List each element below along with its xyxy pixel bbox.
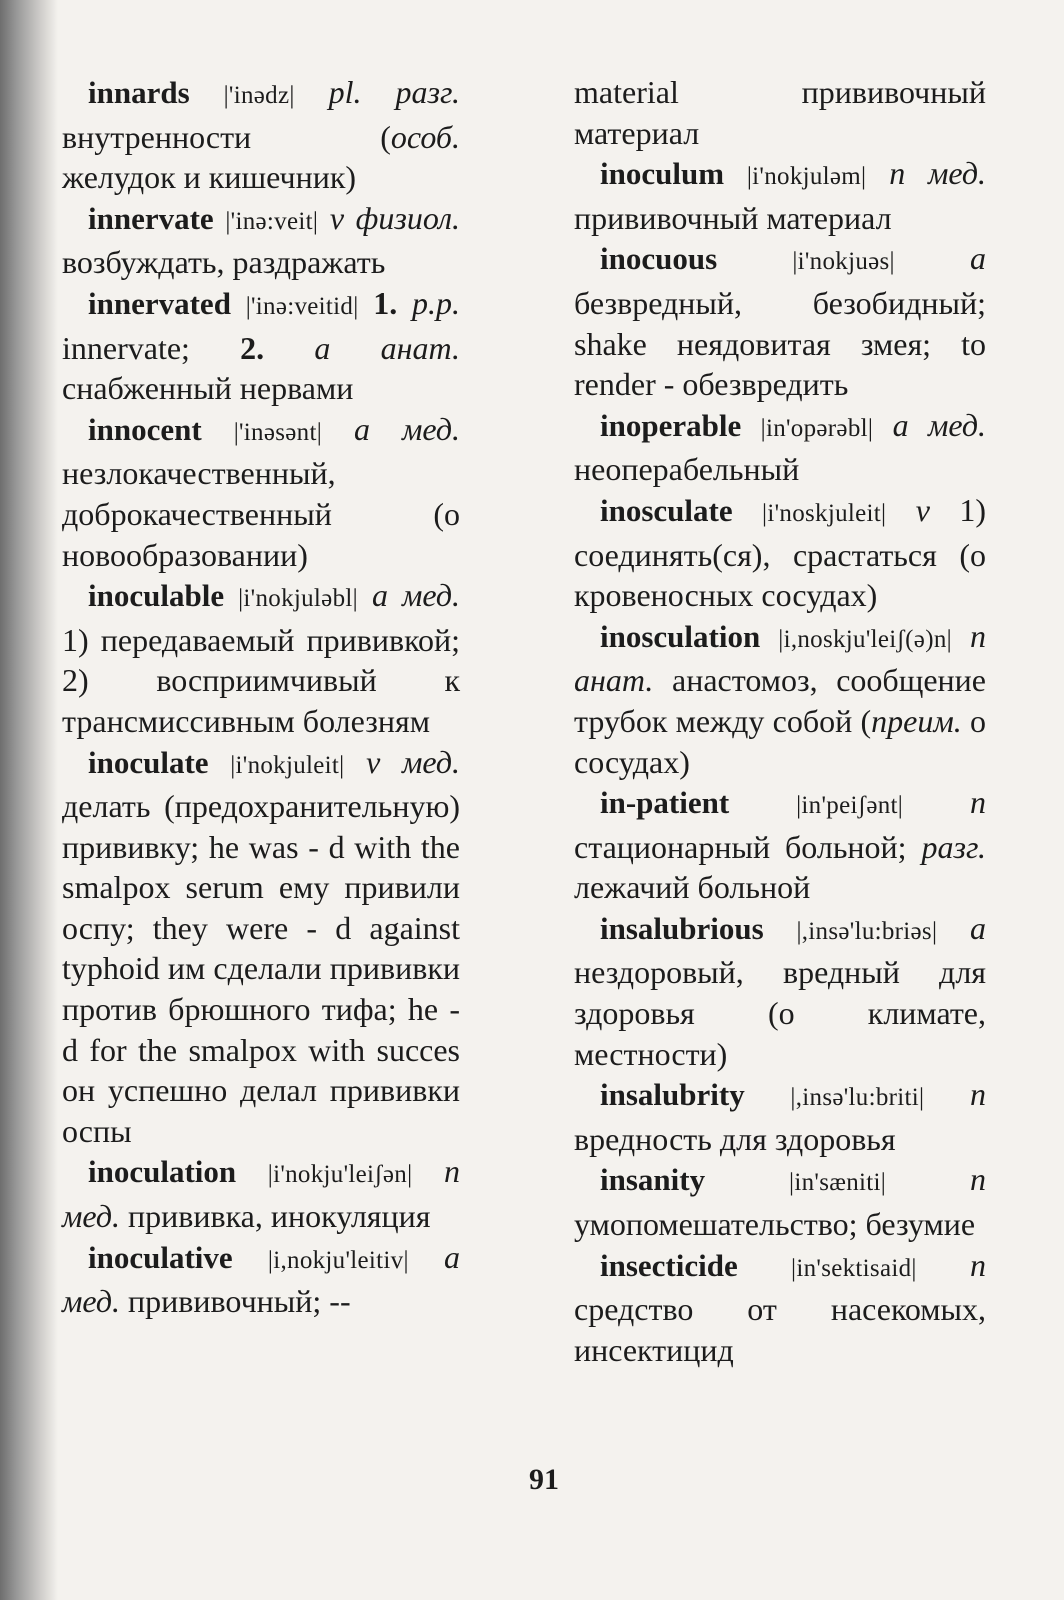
left-column — [62, 72, 460, 1322]
entry-insalubrious: insalubrious |,insə'lu:briəs| a нездоровый, вредный для здоровья (о климате, местности) — [574, 909, 986, 1072]
entry-inoperable: inoperable |in'opərəbl| a мед. неоперабельный — [574, 406, 986, 488]
entry-innards: innards |'inədz| pl. разг. внутренности (особ. желудок и кишечник) — [62, 74, 461, 196]
entry-insalubrity: insalubrity |,insə'lu:briti| n вредность для здоровья — [574, 1076, 987, 1157]
entry-inoculate: inoculate |i'nokjuleit| v мед. делать (предохранительную) прививку; he was - d with the smalpox serum ему привили оспу; they were - d against typhoid им сделали прививки против брюшного тифа; he - d for the smalpox with succes он успешно делал прививки оспы — [62, 743, 460, 1149]
entry-innocent: innocent |'inəsənt| a мед. незлокачественный, доброкачественный (о новообразовании) — [62, 410, 461, 573]
entry-continuation: material прививочный материал — [574, 74, 986, 151]
entry-inoculable: inoculable |i'nokjuləbl| a мед. 1) передаваемый прививкой; 2) восприимчивый к трансмиссивным болезням — [62, 577, 460, 739]
right-column — [574, 72, 986, 1370]
book-spine-shadow — [0, 0, 58, 1600]
entry-in-patient: in-patient |in'peiʃənt| n стационарный больной; разг. лежачий больной — [574, 784, 987, 906]
entry-inocuous: inocuous |i'nokjuəs| a безвредный, безобидный; shake неядовитая змея; to render - обезвредить — [574, 240, 987, 403]
dictionary-page — [58, 0, 1064, 1600]
entry-innervated: innervated |'inə:veitid| 1. p.p. innervate; 2. a анат. снабженный нервами — [62, 284, 461, 407]
entry-innervate: innervate |'inə:veit| v физиол. возбуждать, раздражать — [62, 199, 461, 281]
entry-inoculation: inoculation |i'nokju'leiʃən| n мед. прививка, инокуляция — [62, 1153, 460, 1235]
page-number: 91 — [529, 1463, 559, 1496]
entry-inoculative: inoculative |i,nokju'leitiv| a мед. прививочный; -- — [62, 1238, 461, 1320]
entry-inosculate: inosculate |i'noskjuleit| v 1) соединять(ся), срастаться (о кровеносных сосудах) — [574, 491, 987, 614]
entry-insanity: insanity |in'sæniti| n умопомешательство; безумие — [574, 1161, 986, 1243]
entry-inosculation: inosculation |i,noskju'leiʃ(ə)n| n анат. анастомоз, сообщение трубок между собой (преим. о сосудах) — [574, 617, 987, 780]
entry-inoculum: inoculum |i'nokjuləm| n мед. прививочный материал — [574, 155, 987, 236]
entry-insecticide: insecticide |in'sektisaid| n средство от насекомых, инсектицид — [574, 1246, 986, 1368]
